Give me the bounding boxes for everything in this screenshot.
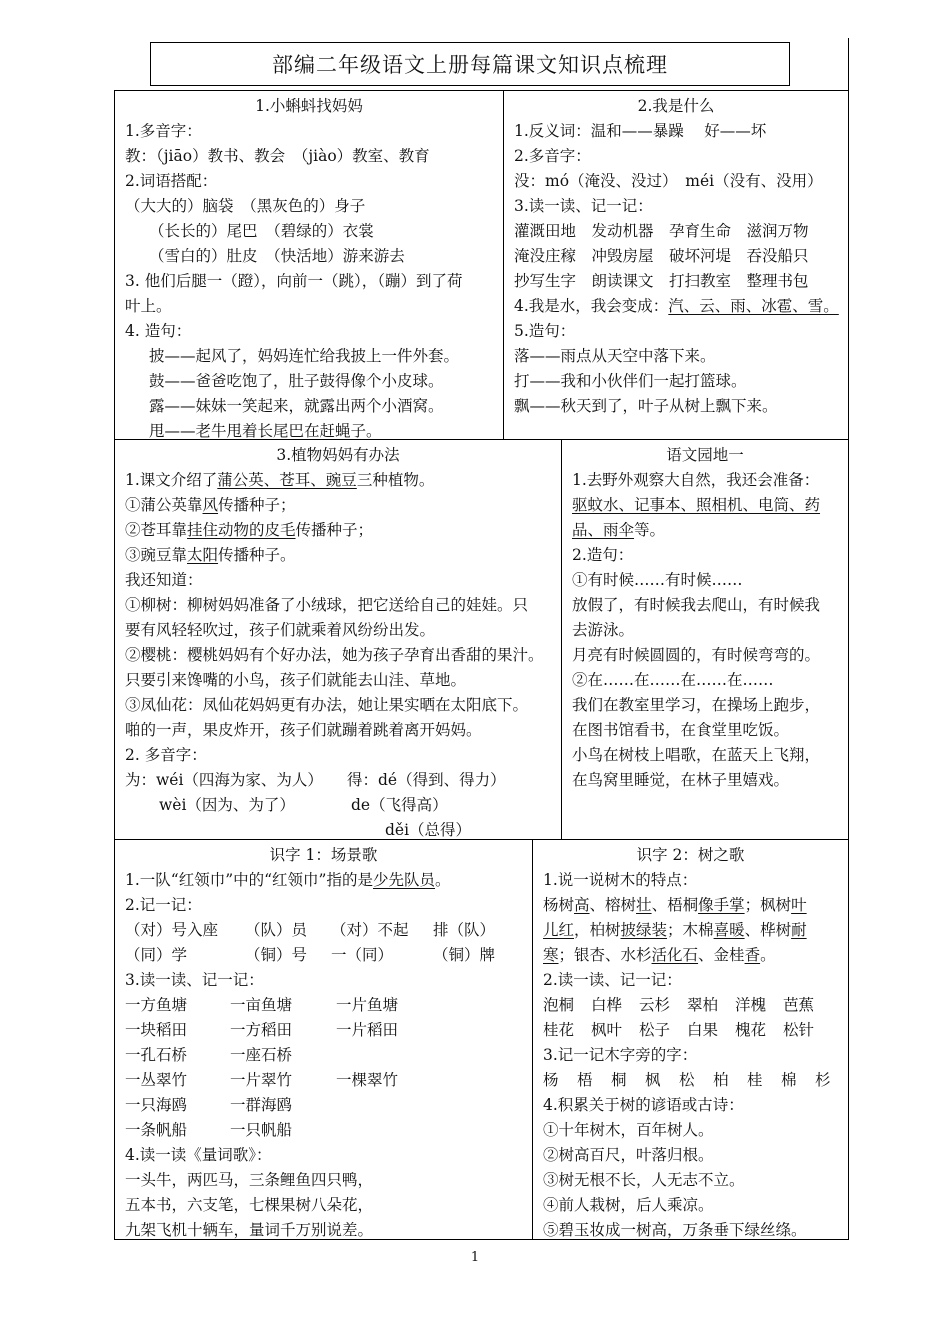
text-line: 教：（jiāo）教书、教会 （jiào）教室、教育: [125, 147, 430, 165]
text-line: 4. 造句：: [125, 322, 192, 340]
word-row: [125, 943, 522, 968]
text-line: 我还知道：: [125, 571, 203, 589]
word-item: 洋槐: [735, 996, 767, 1014]
underlined-answer: 挂住动物的皮毛: [187, 521, 296, 539]
section-heading: 1.小蝌蚪找妈妈: [255, 97, 363, 115]
text-span: de（飞得高）: [351, 796, 448, 814]
text-span: děi（总得）: [385, 821, 472, 839]
underlined-answer: 像手掌: [698, 896, 745, 914]
text-line: 2. 多音字：: [125, 746, 207, 764]
text-line: ②树高百尺，叶落归根。: [543, 1146, 714, 1164]
section-chinese-garden-1: [561, 439, 849, 840]
text-line: 五本书，六支笔，七棵果树八朵花，: [125, 1196, 374, 1214]
text-line: 3.记一记木字旁的字：: [543, 1046, 698, 1064]
word-row: [125, 1018, 522, 1043]
text-line: [543, 918, 838, 943]
text-line: [125, 468, 551, 493]
word-row: [125, 1118, 522, 1143]
word-item: （同）学: [125, 946, 188, 964]
word-item: 芭蕉: [783, 996, 815, 1014]
word-item: 白果: [687, 1021, 719, 1039]
word-item: 松: [679, 1071, 695, 1089]
text-line: （雪白的）肚皮 （快活地）游来游去: [149, 247, 405, 265]
underlined-answer: 品、雨伞: [572, 521, 635, 539]
text-line: 叶上。: [125, 297, 172, 315]
text-line: 去游泳。: [572, 621, 635, 639]
text-span: 杨树: [543, 896, 575, 914]
text-span: 传播种子；: [295, 521, 374, 539]
underlined-answer: 叶: [791, 896, 807, 914]
word-item: 桐: [611, 1071, 627, 1089]
word-item: （铜）号: [245, 946, 308, 964]
word-item: 一棵翠竹: [336, 1071, 399, 1089]
word-item: 梧: [577, 1071, 593, 1089]
text-line: 只要引来馋嘴的小鸟，孩子们就能去山洼、草地。: [125, 671, 467, 689]
underlined-answer: 儿红: [543, 921, 575, 939]
text-span: ②苍耳靠: [125, 521, 188, 539]
underlined-answer: 蒲公英、苍耳、豌豆: [217, 471, 357, 489]
section-lesson-1: [114, 90, 504, 440]
text-span: 传播种子；: [218, 496, 296, 514]
text-line: 灌溉田地 发动机器 孕育生命 滋润万物: [514, 222, 809, 240]
word-item: 排（队）: [433, 921, 496, 939]
text-line: 2.造句：: [572, 546, 634, 564]
text-line: 1.去野外观察大自然，我还会准备：: [572, 471, 820, 489]
text-line: [125, 493, 551, 518]
section-lesson-2: [503, 90, 849, 440]
underlined-answer: 壮: [636, 896, 652, 914]
text-line: 落——雨点从天空中落下来。: [514, 347, 716, 365]
text-span: 为：wéi（四海为家、为人）: [125, 771, 323, 789]
text-line: ③树无根不长，人无志不立。: [543, 1171, 745, 1189]
text-span: ①蒲公英靠: [125, 496, 203, 514]
text-span: 1.一队“红领巾”中的“红领巾”指的是: [125, 871, 373, 889]
word-item: 一丛翠竹: [125, 1071, 188, 1089]
word-item: 白桦: [591, 996, 623, 1014]
text-line: （大大的）脑袋 （黑灰色的）身子: [125, 197, 366, 215]
text-span: 、榕树: [589, 896, 637, 914]
underlined-answer: 活化石: [651, 946, 699, 964]
word-item: 一只帆船: [230, 1121, 293, 1139]
word-item: 杨: [543, 1071, 559, 1089]
word-item: 一座石桥: [230, 1046, 293, 1064]
text-line: 抄写生字 朗读课文 打扫教室 整理书包: [514, 272, 809, 290]
word-item: 一条帆船: [125, 1121, 188, 1139]
word-item: 云杉: [639, 996, 671, 1014]
text-line: ②在……在……在……在……: [572, 671, 774, 689]
word-row: [543, 1018, 838, 1043]
text-line: 2.多音字：: [514, 147, 591, 165]
text-line: [514, 294, 838, 319]
text-line: ③凤仙花：凤仙花妈妈更有办法，她让果实晒在太阳底下。: [125, 696, 529, 714]
underlined-answer: 风: [202, 496, 219, 514]
section-heading: 语文园地一: [666, 446, 744, 464]
text-line: 打——我和小伙伴们一起打篮球。: [514, 372, 747, 390]
text-line: 露——妹妹一笑起来，就露出两个小酒窝。: [149, 397, 444, 415]
text-span: 。: [760, 946, 776, 964]
underlined-answer: 喜暖: [713, 921, 745, 939]
underlined-answer: 汽、云、雨、冰雹、雪。: [668, 297, 839, 315]
section-heading: 2.我是什么: [637, 97, 715, 115]
text-line: [125, 768, 551, 793]
text-line: 啪的一声，果皮炸开，孩子们就蹦着跳着离开妈妈。: [125, 721, 482, 739]
text-line: 3.读一读、记一记：: [514, 197, 653, 215]
word-item: 一（同）: [331, 946, 394, 964]
text-line: 小鸟在树枝上唱歌，在蓝天上飞翔，: [572, 746, 821, 764]
text-span: ；枫树: [744, 896, 792, 914]
word-item: 一只海鸥: [125, 1096, 188, 1114]
section-heading: 识字 1：场景歌: [269, 846, 378, 864]
section-lesson-3: [114, 439, 562, 840]
underlined-answer: 香: [744, 946, 761, 964]
text-span: ③豌豆靠: [125, 546, 188, 564]
text-line: 放假了，有时候我去爬山，有时候我: [572, 596, 821, 614]
text-line: 鼓——爸爸吃饱了，肚子鼓得像个小皮球。: [149, 372, 444, 390]
text-line: ②樱桃：樱桃妈妈有个好办法，她为孩子孕育出香甜的果汁。: [125, 646, 544, 664]
word-item: （铜）牌: [433, 946, 496, 964]
text-span: 传播种子。: [218, 546, 296, 564]
text-line: [543, 943, 838, 968]
word-item: 泡桐: [543, 996, 575, 1014]
text-line: 月亮有时候圆圆的，有时候弯弯的。: [572, 646, 821, 664]
text-line: 4.读一读《量词歌》：: [125, 1146, 272, 1164]
text-span: 、梧桐: [651, 896, 699, 914]
text-span: 4.我是水，我会变成：: [514, 297, 669, 315]
text-line: 要有风轻轻吹过，孩子们就乘着风纷纷出发。: [125, 621, 436, 639]
text-line: 我们在教室里学习，在操场上跑步，: [572, 696, 821, 714]
text-line: [572, 518, 838, 543]
text-line: 2.记一记：: [125, 896, 202, 914]
text-line: 1.反义词：温和——暴躁 好——坏: [514, 122, 767, 140]
word-item: 桂: [747, 1071, 763, 1089]
text-line: [125, 818, 551, 840]
text-span: 。: [435, 871, 451, 889]
word-row: [125, 1068, 522, 1093]
text-line: 5.造句：: [514, 322, 576, 340]
text-line: 淹没庄稼 冲毁房屋 破坏河堤 吞没船只: [514, 247, 809, 265]
text-span: 三种植物。: [356, 471, 435, 489]
text-span: 得：dé（得到、得力）: [347, 771, 506, 789]
word-row: [125, 1093, 522, 1118]
underlined-answer: 高: [574, 896, 590, 914]
text-line: [572, 493, 838, 518]
text-span: 1.课文介绍了: [125, 471, 218, 489]
page-number: 1: [470, 1250, 480, 1265]
underlined-answer: 少先队员: [373, 871, 436, 889]
word-item: （队）员: [245, 921, 308, 939]
page-title: 部编二年级语文上册每篇课文知识点梳理: [150, 42, 790, 86]
text-line: 1.多音字：: [125, 122, 202, 140]
word-item: 一方稻田: [230, 1021, 293, 1039]
word-item: 柏: [713, 1071, 729, 1089]
text-line: 没：mó（淹没、没过） méi（没有、没用）: [514, 172, 823, 190]
text-span: ，柏树: [574, 921, 621, 939]
text-line: ①有时候……有时候……: [572, 571, 743, 589]
text-line: 3.读一读、记一记：: [125, 971, 264, 989]
text-span: ；木棉: [667, 921, 714, 939]
underlined-answer: 披绿装: [620, 921, 668, 939]
word-row: [543, 1068, 838, 1093]
text-span: 等。: [634, 521, 666, 539]
section-literacy-1: [114, 839, 533, 1240]
text-line: 一头牛，两匹马，三条鲤鱼四只鸭，: [125, 1171, 374, 1189]
word-item: 松子: [639, 1021, 671, 1039]
word-item: 一片稻田: [336, 1021, 399, 1039]
text-line: 3. 他们后腿一（蹬），向前一（跳），（蹦）到了荷: [125, 272, 463, 290]
text-span: 、金桂: [698, 946, 745, 964]
word-item: 枫: [645, 1071, 661, 1089]
word-row: [543, 993, 838, 1018]
text-line: [125, 518, 551, 543]
underlined-answer: 驱蚊水、记事本、照相机、电筒、药: [572, 496, 821, 514]
text-line: 九架飞机十辆车，量词千万别说差。: [125, 1221, 374, 1239]
text-line: [125, 793, 551, 818]
text-line: [125, 868, 522, 893]
word-item: 一片翠竹: [230, 1071, 293, 1089]
word-item: 枫叶: [591, 1021, 623, 1039]
word-item: 翠柏: [687, 996, 719, 1014]
word-item: 一亩鱼塘: [230, 996, 293, 1014]
text-line: ①十年树木，百年树人。: [543, 1121, 714, 1139]
word-item: 桂花: [543, 1021, 575, 1039]
text-span: 、桦树: [744, 921, 792, 939]
text-span: ；银杏、水杉: [558, 946, 652, 964]
text-line: ④前人栽树，后人乘凉。: [543, 1196, 714, 1214]
text-line: （长长的）尾巴 （碧绿的）衣裳: [149, 222, 374, 240]
text-line: 1.说一说树木的特点：: [543, 871, 698, 889]
text-line: [543, 893, 838, 918]
word-item: 一片鱼塘: [336, 996, 399, 1014]
word-item: 一方鱼塘: [125, 996, 188, 1014]
text-line: 2.读一读、记一记：: [543, 971, 682, 989]
section-heading: 3.植物妈妈有办法: [276, 446, 400, 464]
word-item: （对）号入座: [125, 921, 219, 939]
text-line: 在图书馆看书，在食堂里吃饭。: [572, 721, 790, 739]
section-literacy-2: [532, 839, 849, 1240]
word-item: 一孔石桥: [125, 1046, 188, 1064]
text-line: 在鸟窝里睡觉，在林子里嬉戏。: [572, 771, 790, 789]
text-line: 2.词语搭配：: [125, 172, 218, 190]
underlined-answer: 耐: [791, 921, 807, 939]
text-span: wèi（因为、为了）: [159, 796, 295, 814]
underlined-answer: 太阳: [187, 546, 219, 564]
word-item: 杉: [815, 1071, 831, 1089]
text-line: ①柳树：柳树妈妈准备了小绒球，把它送给自己的娃娃。只: [125, 596, 529, 614]
word-item: 槐花: [735, 1021, 767, 1039]
word-row: [125, 993, 522, 1018]
text-line: ⑤碧玉妆成一树高，万条垂下绿丝绦。: [543, 1221, 807, 1239]
word-item: 棉: [781, 1071, 797, 1089]
word-item: （对）不起: [331, 921, 409, 939]
underlined-answer: 寒: [543, 946, 559, 964]
section-heading: 识字 2：树之歌: [636, 846, 745, 864]
word-item: 松针: [783, 1021, 815, 1039]
text-line: 4.积累关于树的谚语或古诗：: [543, 1096, 744, 1114]
text-line: [125, 543, 551, 568]
word-row: [125, 1043, 522, 1068]
text-line: 披——起风了，妈妈连忙给我披上一件外套。: [149, 347, 460, 365]
text-line: 甩——老牛甩着长尾巴在赶蝇子。: [149, 422, 382, 440]
word-item: 一群海鸥: [230, 1096, 293, 1114]
text-line: 飘——秋天到了，叶子从树上飘下来。: [514, 397, 778, 415]
word-item: 一块稻田: [125, 1021, 188, 1039]
word-row: [125, 918, 522, 943]
